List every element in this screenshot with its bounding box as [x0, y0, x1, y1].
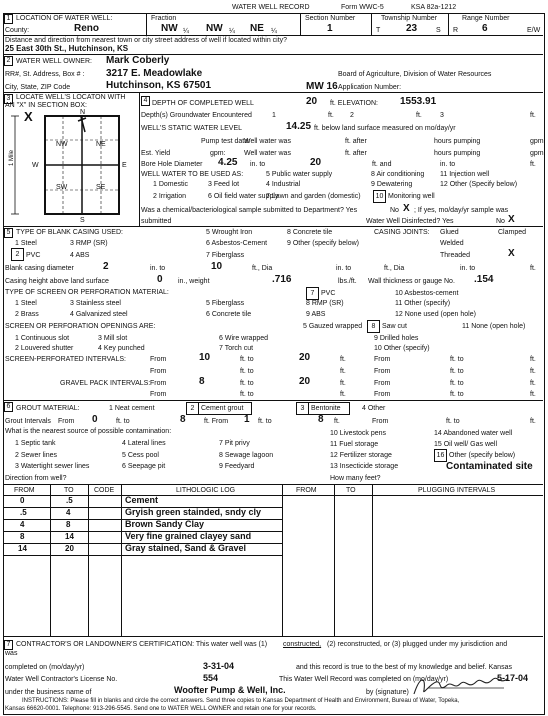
mile-label: 1 Mile: [9, 149, 16, 167]
bore-ft-and: ft. and: [372, 161, 392, 168]
opening-saw-cut: Saw cut: [382, 323, 407, 330]
grout-neat-cement: 1 Neat cement: [109, 405, 155, 412]
sw-quarter-label: SW: [56, 184, 68, 191]
opening-torch-cut: 7 Torch cut: [219, 345, 254, 352]
bore-in-to: in. to: [250, 161, 266, 168]
locate-label-2: AN "X" IN SECTION BOX:: [5, 102, 87, 109]
casing-abs: 4 ABS: [70, 252, 90, 259]
log-to: 4: [66, 508, 71, 517]
quarter-1: NW: [161, 23, 178, 34]
grout-ft-from: ft. From: [204, 418, 229, 425]
joint-clamped: Clamped: [498, 229, 527, 236]
casing-type-label: TYPE OF BLANK CASING USED:: [16, 229, 123, 236]
gw-1-label: 1: [272, 112, 276, 119]
casing-joints-label: CASING JOINTS:: [374, 229, 430, 236]
static-level-label: WELL'S STATIC WATER LEVEL: [141, 125, 243, 132]
chem-sample-tail: ; If yes, mo/day/yr sample was: [414, 207, 509, 214]
contam-oil-gas-well: 15 Oil well/ Gas well: [434, 441, 498, 448]
certification-was: was: [5, 650, 18, 657]
blank-in-to-c: in. to: [460, 265, 476, 272]
log-from: .5: [20, 508, 27, 517]
gravel-ft-1: ft.: [340, 380, 346, 387]
license-label: Water Well Contractor's License No.: [5, 676, 118, 683]
log-header-code: CODE: [94, 487, 115, 494]
screen-brass: 2 Brass: [15, 311, 39, 318]
township-prefix: T: [376, 27, 381, 34]
disinfected-no-x: X: [508, 214, 515, 225]
gravel-from-2: From: [374, 380, 391, 387]
casing-height-label: Casing height above land surface: [5, 278, 109, 285]
section-number: 1: [327, 23, 333, 34]
contam-sewer: 2 Sewer lines: [15, 452, 58, 459]
gw-3-label: 3: [440, 112, 444, 119]
business-name: Woofter Pump & Well, Inc.: [174, 685, 286, 695]
casing-other: 9 Other (specify below): [287, 240, 359, 247]
contam-pit-privy: 7 Pit privy: [219, 440, 250, 447]
screen-asbestos: 10 Asbestos-cement: [395, 290, 459, 297]
true-record-text: and this record is true to the best of my knowledge and belief. Kansas: [296, 664, 512, 671]
use-air-conditioning: 8 Air conditioning: [371, 171, 425, 178]
screen-pvc-box: 7: [306, 287, 319, 300]
grout-to-1-value: 8: [180, 414, 186, 425]
contam-insecticide: 13 Insecticide storage: [330, 463, 399, 470]
quarter-3: NE: [250, 23, 264, 34]
yield-ft-after: ft. after: [345, 150, 367, 157]
wall-thickness-label: Wall thickness or gauge No.: [368, 278, 455, 285]
section-6-number: 6: [4, 402, 13, 412]
screen-from-1: From: [150, 356, 167, 363]
fraction-label: Fraction: [151, 15, 177, 22]
blank-ft-dia: ft., Dia: [252, 265, 273, 272]
quarter-mark-2: ¼: [229, 28, 235, 35]
log-from: 0: [20, 496, 25, 505]
opening-other: 10 Other (specify): [374, 345, 430, 352]
screen-other: 11 Other (specify): [395, 300, 451, 307]
log-desc: Cement: [125, 495, 159, 505]
contam-septic: 1 Septic tank: [15, 440, 56, 447]
use-feed-lot: 3 Feed lot: [208, 181, 240, 188]
screen-from-value: 10: [199, 352, 211, 363]
gw-2-label: 2: [350, 112, 354, 119]
pump-hours-pumping: hours pumping: [434, 138, 481, 145]
screen-pvc: PVC: [321, 290, 336, 297]
static-level-value: 14.25: [286, 121, 312, 132]
address-label: RR#, St. Address, Box # :: [5, 71, 85, 78]
gravel-ft-4: ft.: [530, 391, 536, 398]
depth-label: DEPTH OF COMPLETED WELL: [152, 100, 254, 107]
grout-from-2-value: 1: [244, 414, 250, 425]
screen-galvanized: 4 Galvanized steel: [70, 311, 128, 318]
screen-none: 12 None used (open hole): [395, 311, 476, 318]
screen-abs: 9 ABS: [306, 311, 326, 318]
pump-well-water-was: Well water was: [244, 138, 291, 145]
certification-text-a: CONTRACTOR'S OR LANDOWNER'S CERTIFICATION: This water well was (1): [16, 641, 268, 648]
chem-no-x: X: [403, 203, 410, 214]
range-number: 6: [482, 23, 488, 34]
west-label: W: [32, 162, 39, 169]
screen-fiberglass: 5 Fiberglass: [206, 300, 245, 307]
section-3-number: 3: [4, 94, 13, 104]
grout-ft-to-3: ft. to: [446, 418, 460, 425]
use-domestic: 1 Domestic: [153, 181, 189, 188]
log-to: 14: [65, 532, 74, 541]
section-2-number: 2: [4, 56, 13, 66]
casing-asbestos-cement: 6 Asbestos-Cement: [206, 240, 268, 247]
contam-watertight-sewer: 3 Watertight sewer lines: [15, 463, 90, 470]
screen-ft-2: ft.: [530, 356, 536, 363]
screen-ft-to-1: ft. to: [240, 356, 254, 363]
gw-1-ft: ft.: [328, 112, 334, 119]
submitted-label: submitted: [141, 218, 172, 225]
water-use-label: WELL WATER TO BE USED AS:: [141, 171, 244, 178]
grout-other: 4 Other: [362, 405, 386, 412]
nw-quarter-label: NW: [56, 141, 68, 148]
grout-to-2-value: 8: [318, 414, 324, 425]
east-label: E: [122, 162, 127, 169]
elevation-label: ft. ELEVATION:: [330, 100, 378, 107]
grout-ft-to-1: ft. to: [116, 418, 130, 425]
log-header-plugging: PLUGGING INTERVALS: [418, 487, 496, 494]
use-injection-well: 11 Injection well: [440, 171, 490, 178]
joint-welded: Welded: [440, 240, 464, 247]
screen-type-label: TYPE OF SCREEN OR PERFORATION MATERIAL:: [5, 289, 169, 296]
screen-ft-3: ft.: [340, 368, 346, 375]
blank-ft-dia-b: ft., Dia: [384, 265, 405, 272]
range-label: Range Number: [462, 15, 510, 22]
contam-fertilizer: 12 Fertilizer storage: [330, 452, 392, 459]
contam-livestock: 10 Livestock pens: [330, 430, 387, 437]
screen-rmp: 8 RMP (SR): [306, 300, 344, 307]
casing-height-value: 0: [157, 274, 163, 285]
yield-gpm: gpm:: [210, 150, 226, 157]
pump-gpm: gpm: [530, 138, 544, 145]
casing-fiberglass: 7 Fiberglass: [206, 252, 245, 259]
use-lawn-garden: 7 Lawn and garden (domestic): [266, 193, 361, 200]
county-label: County:: [5, 27, 30, 34]
screen-ft-4: ft.: [530, 368, 536, 375]
gravel-from-4: From: [374, 391, 391, 398]
opening-wire-wrapped: 6 Wire wrapped: [219, 335, 269, 342]
blank-diameter-value: 2: [103, 261, 109, 272]
casing-pvc: PVC: [26, 252, 41, 259]
wall-thickness-value: .154: [474, 274, 494, 285]
est-yield-label: Est. Yield: [141, 150, 171, 157]
grout-bentonite: Bentonite: [311, 405, 341, 412]
screen-steel: 1 Steel: [15, 300, 37, 307]
casing-concrete-tile: 8 Concrete tile: [287, 229, 333, 236]
casing-in-weight: in., weight: [178, 278, 210, 285]
log-desc: Very fine grained clayey sand: [125, 531, 252, 541]
bore-diameter-value: 4.25: [218, 157, 238, 168]
static-level-tail: ft. below land surface measured on mo/day/yr: [314, 125, 456, 132]
south-label: S: [80, 217, 85, 224]
grout-ft-2: ft.: [334, 418, 340, 425]
city-value: Hutchinson, KS 67501: [106, 80, 212, 91]
grout-intervals-label: Grout Intervals: [5, 418, 51, 425]
record-completed-label: This Water Well Record was completed on (mo/day/yr): [279, 676, 449, 683]
signature-label: by (signature): [366, 689, 409, 696]
contam-seepage-pit: 6 Seepage pit: [122, 463, 166, 470]
county-value: Reno: [74, 23, 99, 34]
ne-quarter-label: NE: [96, 141, 106, 148]
log-header-lithologic: LITHOLOGIC LOG: [176, 487, 236, 494]
screen-stainless: 3 Stainless steel: [70, 300, 121, 307]
use-public-water: 5 Public water supply: [266, 171, 333, 178]
screen-to-value: 20: [299, 352, 311, 363]
grout-cement-box: 2: [186, 402, 199, 415]
north-label: N: [80, 109, 86, 116]
township-number: 23: [406, 23, 418, 34]
contamination-label: What is the nearest source of possible contamination:: [5, 428, 172, 435]
gravel-from-value: 8: [199, 376, 205, 387]
section-number-label: Section Number: [305, 15, 356, 22]
use-monitoring-well: Monitoring well: [388, 193, 435, 200]
openings-label: SCREEN OR PERFORATION OPENINGS ARE:: [5, 323, 156, 330]
completed-label: completed on (mo/day/yr): [5, 664, 85, 671]
form-title: WATER WELL RECORD: [232, 4, 310, 11]
certification-text-b: (2) reconstructed, or (3) plugged under my jurisdiction and: [327, 641, 508, 648]
direction-label: Direction from well?: [5, 475, 67, 482]
east-west: E/W: [527, 27, 541, 34]
contam-abandoned-well: 14 Abandoned water well: [434, 430, 513, 437]
gravel-ft-to-4: ft. to: [450, 391, 464, 398]
quarter-mark-3: ¼: [271, 28, 277, 35]
use-dewatering: 9 Dewatering: [371, 181, 413, 188]
contam-lateral: 4 Lateral lines: [122, 440, 166, 447]
completed-date: 3-31-04: [203, 661, 235, 671]
blank-in-to-b: in. to: [336, 265, 352, 272]
license-number: 554: [203, 673, 219, 683]
lithologic-log-rows: [3, 496, 283, 556]
opening-mill-slot: 3 Mill slot: [98, 335, 128, 342]
gravel-ft-2: ft.: [530, 380, 536, 387]
contam-feedyard: 9 Feedyard: [219, 463, 255, 470]
contractor-signature: [408, 672, 520, 698]
log-desc: Gryish green stainded, sndy cly: [125, 507, 262, 517]
opening-gauzed: 5 Gauzed wrapped: [303, 323, 363, 330]
owner-value: Mark Coberly: [106, 55, 170, 66]
screen-ft-to-3: ft. to: [240, 368, 254, 375]
screen-from-4: From: [374, 368, 391, 375]
use-oil-field: 4 Industrial: [266, 181, 301, 188]
use-irrigation: 2 Irrigation: [153, 193, 187, 200]
screen-ft-to-4: ft. to: [450, 368, 464, 375]
township-suffix: S: [436, 27, 441, 34]
application-number: MW 16: [306, 81, 338, 92]
yield-hours-pumping: hours pumping: [434, 150, 481, 157]
grout-from-1-value: 0: [92, 414, 98, 425]
log-from: 8: [20, 532, 25, 541]
grout-bentonite-box: 3: [296, 402, 309, 415]
grout-ft-3: ft.: [530, 418, 536, 425]
log-desc: Gray stained, Sand & Gravel: [125, 543, 247, 553]
bore-diameter-label: Bore Hole Diameter: [141, 161, 203, 168]
location-label: LOCATION OF WATER WELL:: [16, 15, 113, 22]
joint-threaded-x: X: [508, 248, 515, 259]
se-quarter-label: SE: [96, 184, 106, 191]
section-4-number: 4: [141, 96, 150, 106]
opening-drilled-holes: 9 Drilled holes: [374, 335, 419, 342]
log-to: 8: [66, 520, 71, 529]
instructions-line-2: Kansas 66620-0001. Telephone: 913-296-5545. Send one to WATER WELL OWNER and retain one for your records.: [5, 706, 317, 712]
casing-steel: 1 Steel: [15, 240, 37, 247]
chem-sample-label: Was a chemical/bacteriological sample submitted to Department? Yes: [141, 207, 358, 214]
yield-well-water-was: Well water was: [244, 150, 291, 157]
log-from: 4: [20, 520, 25, 529]
how-many-feet-label: How many feet?: [330, 475, 381, 482]
depth-value: 20: [306, 96, 318, 107]
opening-continuous-slot: 1 Continuous slot: [15, 335, 70, 342]
gravel-ft-to-3: ft. to: [240, 391, 254, 398]
screen-intervals-label: SCREEN-PERFORATED INTERVALS:: [5, 356, 126, 363]
use-monitoring-well-box: 10: [373, 190, 386, 203]
grout-cement-grout: Cement grout: [201, 405, 244, 412]
opening-key-punched: 4 Key punched: [98, 345, 145, 352]
gw-3-ft: ft.: [530, 112, 536, 119]
form-number: Form WWC-5: [341, 4, 384, 11]
screen-ft-1: ft.: [340, 356, 346, 363]
joint-glued: Glued: [440, 229, 459, 236]
log-desc: Brown Sandy Clay: [125, 519, 205, 529]
certification-constructed: constructed,: [283, 641, 322, 648]
contam-fuel: 11 Fuel storage: [330, 441, 379, 448]
casing-weight-value: .716: [272, 274, 292, 285]
grout-ft-to-2: ft. to: [258, 418, 272, 425]
casing-wrought-iron: 5 Wrought Iron: [206, 229, 253, 236]
contam-cess-pool: 5 Cess pool: [122, 452, 159, 459]
gravel-intervals-label: GRAVEL PACK INTERVALS:: [60, 380, 151, 387]
gravel-ft-3: ft.: [340, 391, 346, 398]
elevation-value: 1553.91: [400, 96, 437, 107]
owner-label: WATER WELL OWNER:: [16, 58, 92, 65]
blank-diameter-label: Blank casing diameter: [5, 265, 74, 272]
instructions-line-1: INSTRUCTIONS: Please fill in blanks and circle the correct answers. Send three copies to Kansas Department of Health and Environment, Bureau of Water, Topeka,: [22, 698, 460, 704]
range-prefix: R: [453, 27, 459, 34]
gravel-from-3: From: [150, 391, 167, 398]
quarter-2: NW: [206, 23, 223, 34]
use-industrial: 6 Oil field water supply: [208, 193, 279, 200]
blank-in-to: in. to: [150, 265, 166, 272]
address-value: 3217 E. Meadowlake: [106, 68, 203, 79]
bore-depth-value: 20: [310, 157, 322, 168]
directions-value: 25 East 30th St., Hutchinson, KS: [5, 44, 129, 53]
use-other: 12 Other (Specify below): [440, 181, 518, 188]
city-label: City, State, ZIP Code: [5, 84, 71, 91]
blank-ft-c: ft.: [530, 265, 536, 272]
grout-from-3: From: [372, 418, 389, 425]
disinfected-no-label: No: [496, 218, 505, 225]
joint-threaded: Threaded: [440, 252, 470, 259]
blank-to-value: 10: [211, 261, 223, 272]
section-locator-grid: [5, 108, 137, 224]
board-text: Board of Agriculture, Division of Water Resources: [338, 71, 492, 78]
quarter-mark-1: ¼: [183, 28, 189, 35]
log-header-from: FROM: [14, 487, 35, 494]
application-label: Application Number:: [338, 84, 402, 91]
record-completed-date: 5-17-04: [497, 673, 529, 683]
table-row: [3, 544, 283, 556]
grout-from-1: From: [58, 418, 75, 425]
yield-gpm-tail: gpm: [530, 150, 544, 157]
contam-other: Other (specify below): [449, 452, 516, 459]
log-header-from-2: FROM: [296, 487, 317, 494]
casing-rmp: 3 RMP (SR): [70, 240, 108, 247]
opening-none: 11 None (open hole): [462, 323, 526, 330]
contam-other-box: 16: [434, 449, 447, 462]
screen-from-2: From: [374, 356, 391, 363]
bore-ft: ft.: [530, 161, 536, 168]
township-label: Township Number: [381, 15, 438, 22]
gravel-ft-to-1: ft. to: [240, 380, 254, 387]
disinfected-label: Water Well Disinfected? Yes: [366, 218, 454, 225]
directions-label: Distance and direction from nearest town or city street address of well if located within city?: [5, 37, 288, 44]
gw-2-ft: ft.: [416, 112, 422, 119]
log-from: 14: [18, 544, 27, 553]
opening-louvered: 2 Louvered shutter: [15, 345, 74, 352]
groundwater-label: Depth(s) Groundwater Encountered: [141, 112, 252, 119]
bore-in-to-2: in. to: [440, 161, 456, 168]
ksa-reference: KSA 82a-1212: [411, 4, 457, 11]
gravel-ft-to-2: ft. to: [450, 380, 464, 387]
grout-material-label: GROUT MATERIAL:: [16, 405, 80, 412]
casing-pvc-box: 2: [11, 248, 24, 261]
chem-no-label: No: [390, 207, 399, 214]
log-to: 20: [65, 544, 74, 553]
contam-sewage-lagoon: 8 Sewage lagoon: [219, 452, 274, 459]
section-7-number: 7: [4, 640, 13, 650]
pump-ft-after: ft. after: [345, 138, 367, 145]
screen-ft-to-2: ft. to: [450, 356, 464, 363]
x-mark: X: [24, 109, 33, 124]
casing-lbs-ft: lbs./ft.: [338, 278, 357, 285]
gravel-from-1: From: [150, 380, 167, 387]
log-header-to-2: TO: [346, 487, 356, 494]
business-name-label: under the business name of: [5, 689, 92, 696]
gravel-to-value: 20: [299, 376, 311, 387]
screen-concrete-tile: 6 Concrete tile: [206, 311, 252, 318]
contam-other-value: Contaminated site: [446, 461, 533, 472]
log-to: .5: [66, 496, 73, 505]
screen-from-3: From: [150, 368, 167, 375]
pump-test-label: Pump test data:: [201, 138, 251, 145]
opening-saw-cut-box: 8: [367, 320, 380, 333]
section-5-number: 5: [4, 228, 13, 238]
log-header-to: TO: [64, 487, 74, 494]
locate-label-1: LOCATE WELL'S LOCATON WITH: [16, 94, 126, 101]
section-1-number: 1: [4, 14, 13, 24]
